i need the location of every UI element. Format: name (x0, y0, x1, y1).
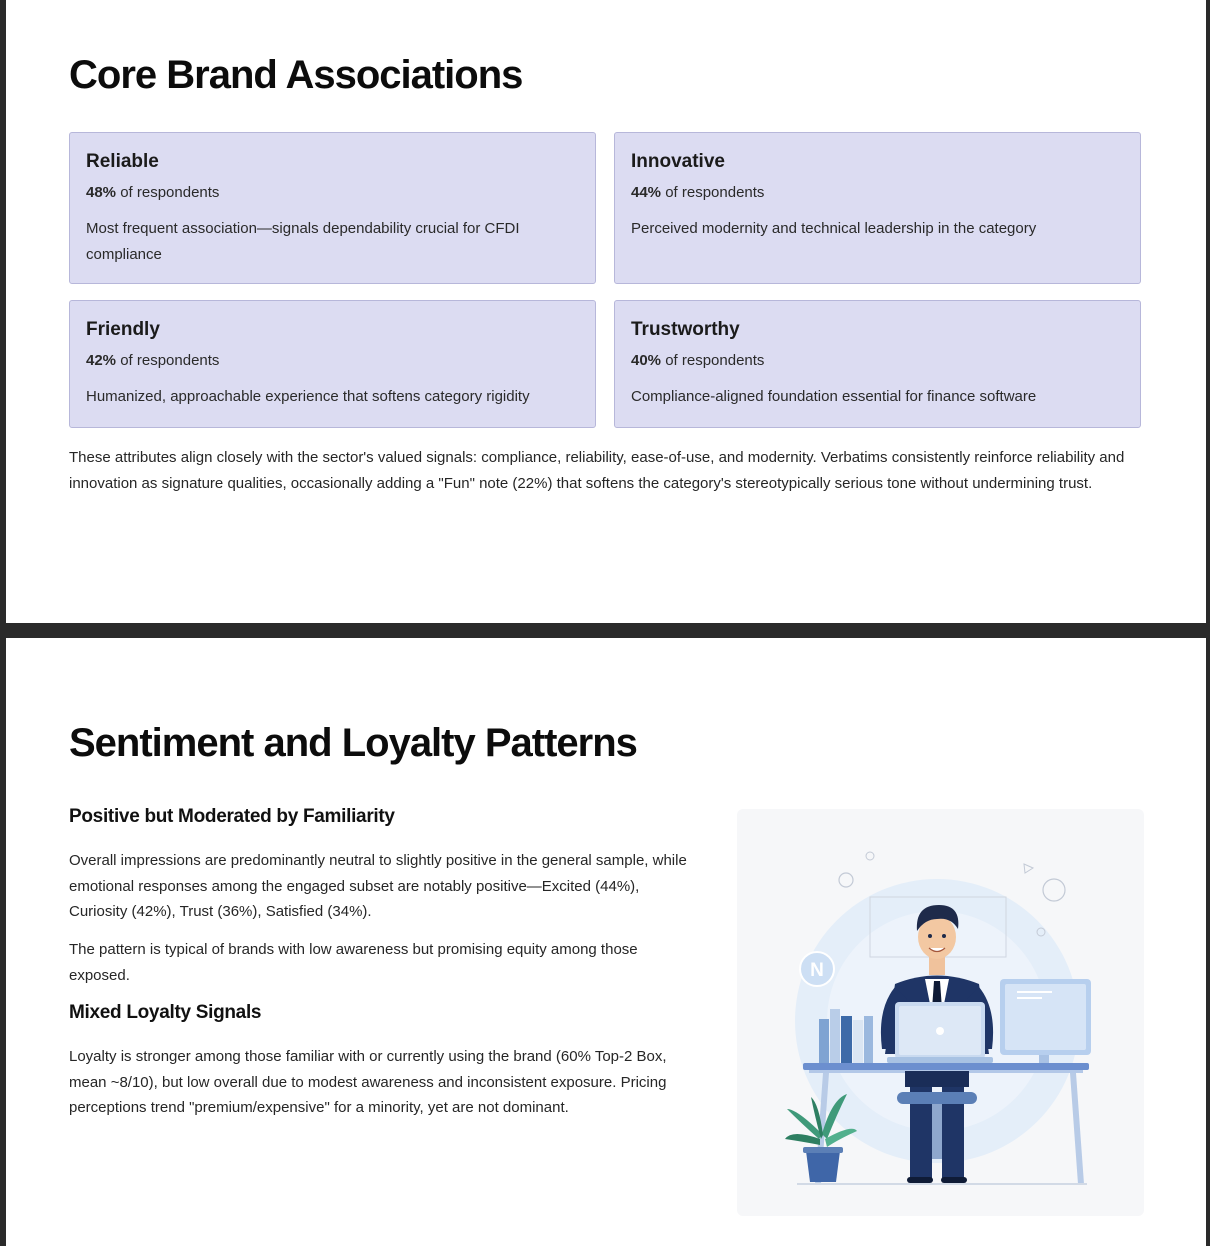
card-title: Reliable (86, 151, 159, 172)
desk-leg (1070, 1073, 1084, 1184)
card-percent-line (86, 183, 579, 203)
card-friendly (69, 300, 596, 428)
paragraph-loyalty: Loyalty is stronger among those familiar with or currently using the brand (60% Top-2 Box, mean ~8/10), but low overall due to modest awareness and inconsistent exposure. Pricing perceptions trend "premium/expensive" for a minority, yet are not dominant. (69, 1048, 667, 1116)
paragraph-pattern: The pattern is typical of brands with low awareness but promising equity among those exposed. (69, 941, 638, 984)
card-reliable (69, 132, 596, 284)
chair (897, 1092, 977, 1104)
card-trustworthy (614, 300, 1141, 428)
card-percent-suffix: of respondents (116, 352, 220, 369)
section-title: Sentiment and Loyalty Patterns (69, 721, 637, 765)
paragraph-impressions: Overall impressions are predominantly neutral to slightly positive in the general sample, while emotional responses among the engaged subset are notably positive—Excited (44%), Curiosity (42%), Trust (36%), Satisfied (34%). (69, 852, 687, 920)
card-description: Most frequent association—signals dependability crucial for CFDI compliance (86, 220, 520, 263)
binder (841, 1016, 852, 1064)
chair-post (932, 1104, 942, 1159)
laptop-logo-icon (936, 1027, 944, 1035)
card-title: Trustworthy (631, 319, 740, 340)
card-description: Perceived modernity and technical leadership in the category (631, 220, 1037, 237)
neck (929, 957, 945, 975)
slide-sentiment-loyalty (6, 638, 1206, 1246)
plant-pot-rim (803, 1147, 843, 1153)
card-description: Humanized, approachable experience that softens category rigidity (86, 388, 530, 405)
summary-paragraph: These attributes align closely with the sector's valued signals: compliance, reliability, ease-of-use, and modernity. Verbatims consistently reinforce reliability and innovation as signature qualities, occasionally adding a "Fun" note (22%) that softens the category's stereotypically serious tone without undermining trust. (69, 449, 1125, 492)
n-badge-letter: N (810, 960, 824, 981)
businessman-illustration (737, 809, 1144, 1216)
card-title: Innovative (631, 151, 725, 172)
card-innovative (614, 132, 1141, 284)
subsection-title-loyalty: Mixed Loyalty Signals (69, 1002, 262, 1023)
subsection-title-familiarity: Positive but Moderated by Familiarity (69, 806, 395, 827)
desk-top (803, 1063, 1089, 1070)
shoe (941, 1177, 967, 1183)
shoe (907, 1177, 933, 1183)
deco-ring (866, 852, 874, 860)
card-percent-suffix: of respondents (661, 352, 765, 369)
monitor-screen (1005, 984, 1086, 1050)
section-title: Core Brand Associations (69, 53, 523, 97)
card-percent: 44% (631, 184, 662, 201)
slide-core-brand-associations (6, 0, 1206, 623)
laptop-base (887, 1057, 993, 1063)
card-percent: 48% (86, 184, 117, 201)
card-percent-suffix: of respondents (116, 184, 220, 201)
card-percent-line (631, 351, 1124, 371)
illustration-svg (737, 809, 1144, 1216)
card-title: Friendly (86, 319, 160, 340)
card-percent-line (86, 351, 579, 371)
binder (819, 1019, 829, 1064)
card-percent: 40% (631, 352, 662, 369)
deco-ring (1043, 879, 1065, 901)
deco-triangle (1024, 864, 1033, 873)
card-percent-suffix: of respondents (661, 184, 765, 201)
binder (853, 1020, 863, 1064)
binder (830, 1009, 840, 1064)
plant-pot (806, 1151, 840, 1182)
binder (864, 1016, 873, 1064)
plant-leaf (785, 1134, 820, 1145)
card-description: Compliance-aligned foundation essential for finance software (631, 388, 1037, 405)
card-percent-line (631, 183, 1124, 203)
belt-area (905, 1071, 969, 1087)
deco-ring (839, 873, 853, 887)
card-percent: 42% (86, 352, 117, 369)
